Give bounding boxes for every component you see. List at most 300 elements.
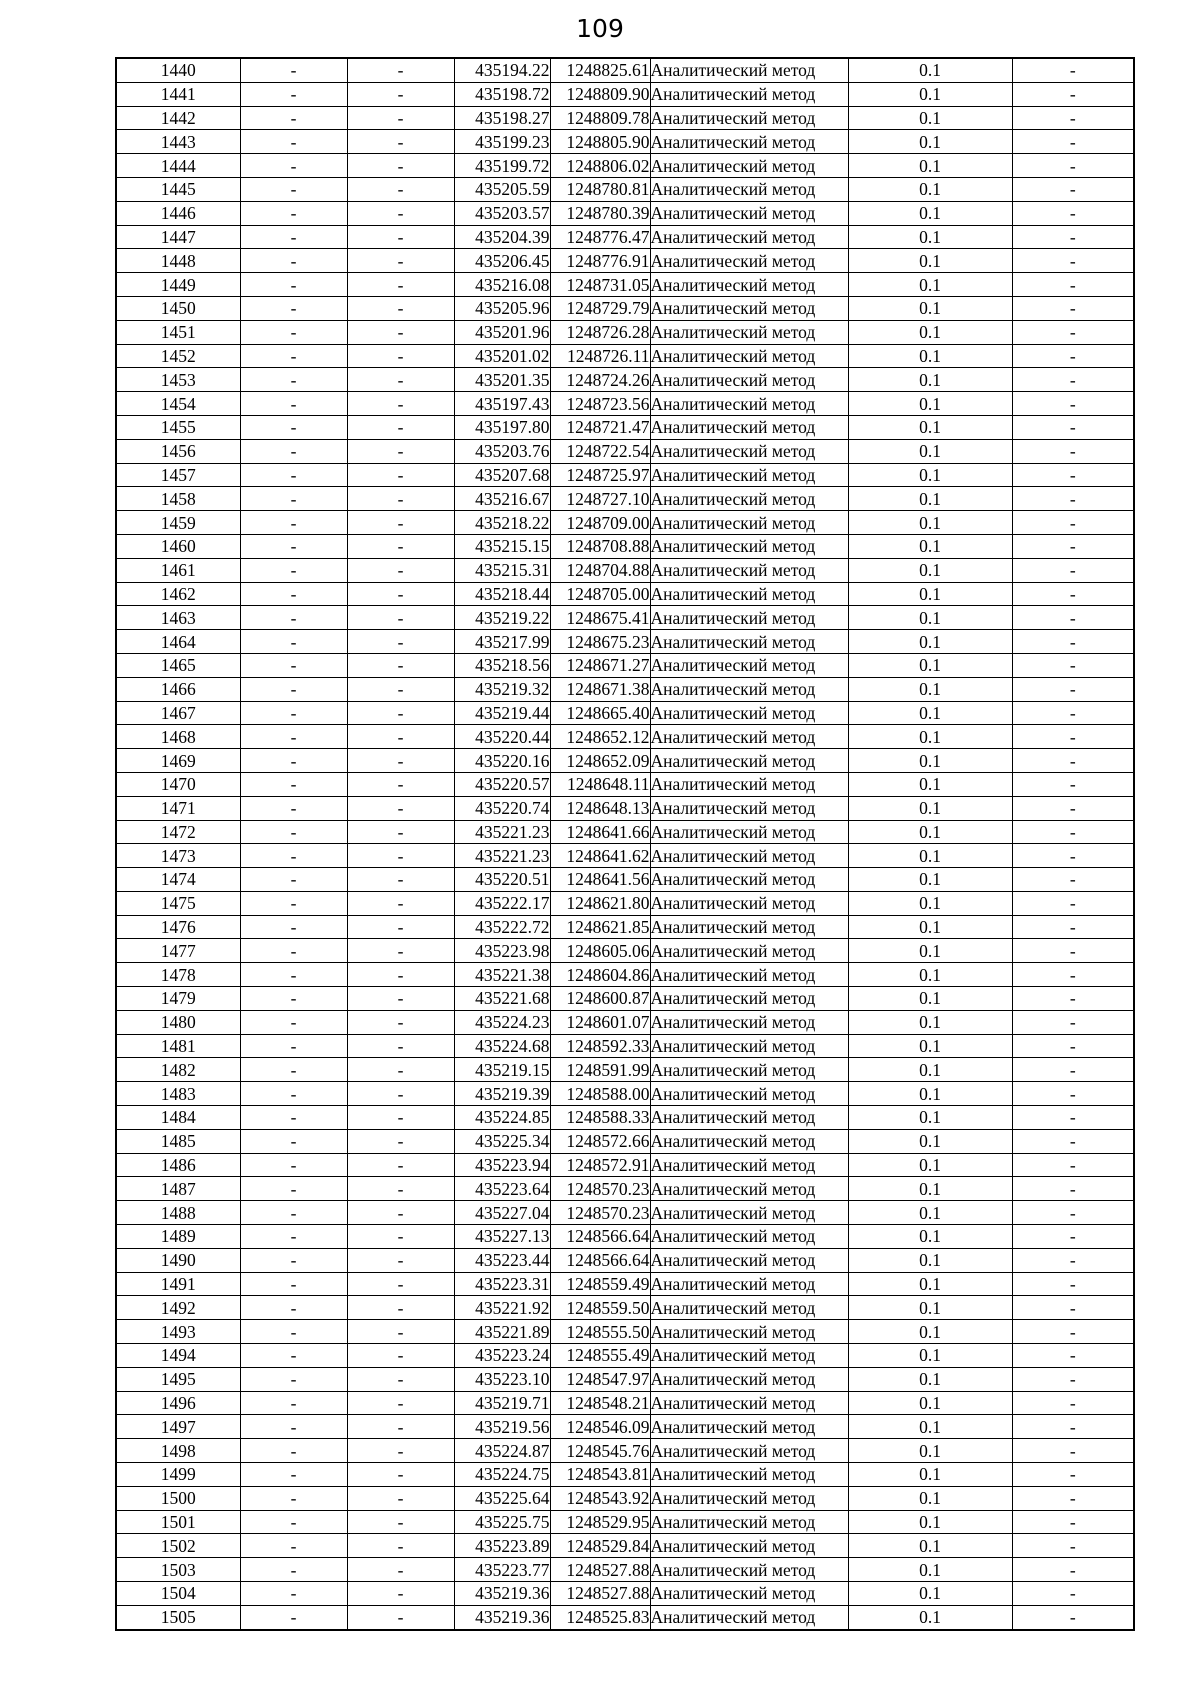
empty-value-cell: - (240, 701, 347, 725)
precision-cell: 0.1 (848, 1129, 1012, 1153)
empty-value-cell: - (240, 963, 347, 987)
y-coordinate-cell: 1248722.54 (550, 439, 650, 463)
point-number-cell: 1456 (116, 439, 240, 463)
table-row (116, 296, 1134, 320)
x-coordinate-cell: 435223.31 (454, 1272, 550, 1296)
x-coordinate-cell: 435205.59 (454, 177, 550, 201)
point-number-cell: 1484 (116, 1106, 240, 1130)
note-cell: - (1012, 1510, 1134, 1534)
method-cell: Аналитический метод (650, 725, 848, 749)
note-cell: - (1012, 987, 1134, 1011)
empty-value-cell: - (240, 177, 347, 201)
empty-value-cell: - (240, 249, 347, 273)
table-row (116, 439, 1134, 463)
note-cell: - (1012, 225, 1134, 249)
precision-cell: 0.1 (848, 1558, 1012, 1582)
note-cell: - (1012, 606, 1134, 630)
point-number-cell: 1498 (116, 1439, 240, 1463)
x-coordinate-cell: 435203.76 (454, 439, 550, 463)
table-row (116, 915, 1134, 939)
point-number-cell: 1459 (116, 511, 240, 535)
y-coordinate-cell: 1248570.23 (550, 1201, 650, 1225)
note-cell: - (1012, 915, 1134, 939)
precision-cell: 0.1 (848, 1510, 1012, 1534)
table-row (116, 1558, 1134, 1582)
x-coordinate-cell: 435218.56 (454, 653, 550, 677)
method-cell: Аналитический метод (650, 463, 848, 487)
y-coordinate-cell: 1248665.40 (550, 701, 650, 725)
empty-value-cell: - (347, 1058, 454, 1082)
method-cell: Аналитический метод (650, 1177, 848, 1201)
empty-value-cell: - (347, 1177, 454, 1201)
precision-cell: 0.1 (848, 653, 1012, 677)
table-row (116, 939, 1134, 963)
table-row (116, 1082, 1134, 1106)
note-cell: - (1012, 1177, 1134, 1201)
table-row (116, 582, 1134, 606)
table-row (116, 558, 1134, 582)
y-coordinate-cell: 1248555.49 (550, 1344, 650, 1368)
empty-value-cell: - (347, 606, 454, 630)
x-coordinate-cell: 435222.17 (454, 891, 550, 915)
y-coordinate-cell: 1248588.00 (550, 1082, 650, 1106)
table-row (116, 273, 1134, 297)
y-coordinate-cell: 1248588.33 (550, 1106, 650, 1130)
point-number-cell: 1467 (116, 701, 240, 725)
method-cell: Аналитический метод (650, 1463, 848, 1487)
empty-value-cell: - (240, 1391, 347, 1415)
point-number-cell: 1477 (116, 939, 240, 963)
method-cell: Аналитический метод (650, 1248, 848, 1272)
empty-value-cell: - (347, 1296, 454, 1320)
y-coordinate-cell: 1248566.64 (550, 1248, 650, 1272)
empty-value-cell: - (347, 820, 454, 844)
y-coordinate-cell: 1248729.79 (550, 296, 650, 320)
x-coordinate-cell: 435221.38 (454, 963, 550, 987)
empty-value-cell: - (240, 582, 347, 606)
empty-value-cell: - (347, 439, 454, 463)
empty-value-cell: - (347, 1534, 454, 1558)
table-row (116, 1225, 1134, 1249)
x-coordinate-cell: 435216.67 (454, 487, 550, 511)
empty-value-cell: - (347, 296, 454, 320)
y-coordinate-cell: 1248780.39 (550, 201, 650, 225)
precision-cell: 0.1 (848, 439, 1012, 463)
note-cell: - (1012, 891, 1134, 915)
table-row (116, 1320, 1134, 1344)
method-cell: Аналитический метод (650, 249, 848, 273)
precision-cell: 0.1 (848, 1344, 1012, 1368)
point-number-cell: 1496 (116, 1391, 240, 1415)
note-cell: - (1012, 154, 1134, 178)
table-row (116, 1367, 1134, 1391)
x-coordinate-cell: 435199.23 (454, 130, 550, 154)
x-coordinate-cell: 435215.15 (454, 534, 550, 558)
empty-value-cell: - (347, 653, 454, 677)
y-coordinate-cell: 1248825.61 (550, 58, 650, 82)
table-row (116, 225, 1134, 249)
method-cell: Аналитический метод (650, 915, 848, 939)
precision-cell: 0.1 (848, 1010, 1012, 1034)
note-cell: - (1012, 534, 1134, 558)
empty-value-cell: - (240, 487, 347, 511)
note-cell: - (1012, 415, 1134, 439)
note-cell: - (1012, 487, 1134, 511)
precision-cell: 0.1 (848, 1296, 1012, 1320)
empty-value-cell: - (347, 1129, 454, 1153)
precision-cell: 0.1 (848, 558, 1012, 582)
note-cell: - (1012, 1439, 1134, 1463)
point-number-cell: 1466 (116, 677, 240, 701)
x-coordinate-cell: 435227.13 (454, 1225, 550, 1249)
note-cell: - (1012, 677, 1134, 701)
x-coordinate-cell: 435223.24 (454, 1344, 550, 1368)
note-cell: - (1012, 1201, 1134, 1225)
empty-value-cell: - (240, 201, 347, 225)
x-coordinate-cell: 435218.22 (454, 511, 550, 535)
table-row (116, 249, 1134, 273)
x-coordinate-cell: 435215.31 (454, 558, 550, 582)
point-number-cell: 1500 (116, 1486, 240, 1510)
y-coordinate-cell: 1248708.88 (550, 534, 650, 558)
point-number-cell: 1495 (116, 1367, 240, 1391)
empty-value-cell: - (240, 415, 347, 439)
method-cell: Аналитический метод (650, 344, 848, 368)
note-cell: - (1012, 749, 1134, 773)
table-row (116, 154, 1134, 178)
precision-cell: 0.1 (848, 796, 1012, 820)
x-coordinate-cell: 435218.44 (454, 582, 550, 606)
empty-value-cell: - (240, 1582, 347, 1606)
y-coordinate-cell: 1248671.38 (550, 677, 650, 701)
y-coordinate-cell: 1248543.81 (550, 1463, 650, 1487)
y-coordinate-cell: 1248675.23 (550, 630, 650, 654)
table-row (116, 1153, 1134, 1177)
method-cell: Аналитический метод (650, 1344, 848, 1368)
note-cell: - (1012, 392, 1134, 416)
x-coordinate-cell: 435205.96 (454, 296, 550, 320)
empty-value-cell: - (240, 725, 347, 749)
note-cell: - (1012, 1010, 1134, 1034)
point-number-cell: 1449 (116, 273, 240, 297)
point-number-cell: 1452 (116, 344, 240, 368)
x-coordinate-cell: 435223.94 (454, 1153, 550, 1177)
note-cell: - (1012, 630, 1134, 654)
empty-value-cell: - (240, 296, 347, 320)
y-coordinate-cell: 1248600.87 (550, 987, 650, 1011)
table-row (116, 463, 1134, 487)
point-number-cell: 1493 (116, 1320, 240, 1344)
precision-cell: 0.1 (848, 249, 1012, 273)
x-coordinate-cell: 435219.44 (454, 701, 550, 725)
point-number-cell: 1478 (116, 963, 240, 987)
empty-value-cell: - (240, 558, 347, 582)
table-row (116, 1177, 1134, 1201)
point-number-cell: 1440 (116, 58, 240, 82)
note-cell: - (1012, 868, 1134, 892)
empty-value-cell: - (240, 772, 347, 796)
method-cell: Аналитический метод (650, 677, 848, 701)
empty-value-cell: - (240, 1463, 347, 1487)
precision-cell: 0.1 (848, 1153, 1012, 1177)
point-number-cell: 1505 (116, 1605, 240, 1629)
x-coordinate-cell: 435197.43 (454, 392, 550, 416)
table-row (116, 677, 1134, 701)
empty-value-cell: - (240, 106, 347, 130)
x-coordinate-cell: 435216.08 (454, 273, 550, 297)
empty-value-cell: - (240, 1415, 347, 1439)
precision-cell: 0.1 (848, 320, 1012, 344)
note-cell: - (1012, 1605, 1134, 1629)
method-cell: Аналитический метод (650, 273, 848, 297)
y-coordinate-cell: 1248605.06 (550, 939, 650, 963)
y-coordinate-cell: 1248621.85 (550, 915, 650, 939)
note-cell: - (1012, 844, 1134, 868)
empty-value-cell: - (240, 82, 347, 106)
precision-cell: 0.1 (848, 1582, 1012, 1606)
method-cell: Аналитический метод (650, 1272, 848, 1296)
y-coordinate-cell: 1248525.83 (550, 1605, 650, 1629)
table-row (116, 1248, 1134, 1272)
empty-value-cell: - (347, 1248, 454, 1272)
table-body (116, 58, 1134, 1630)
x-coordinate-cell: 435219.71 (454, 1391, 550, 1415)
x-coordinate-cell: 435221.23 (454, 844, 550, 868)
x-coordinate-cell: 435224.68 (454, 1034, 550, 1058)
y-coordinate-cell: 1248572.66 (550, 1129, 650, 1153)
note-cell: - (1012, 1367, 1134, 1391)
precision-cell: 0.1 (848, 534, 1012, 558)
coordinates-table (115, 57, 1135, 1631)
empty-value-cell: - (240, 320, 347, 344)
point-number-cell: 1442 (116, 106, 240, 130)
y-coordinate-cell: 1248527.88 (550, 1582, 650, 1606)
table-row (116, 534, 1134, 558)
note-cell: - (1012, 1272, 1134, 1296)
empty-value-cell: - (347, 1106, 454, 1130)
precision-cell: 0.1 (848, 606, 1012, 630)
x-coordinate-cell: 435224.87 (454, 1439, 550, 1463)
x-coordinate-cell: 435220.74 (454, 796, 550, 820)
x-coordinate-cell: 435221.68 (454, 987, 550, 1011)
y-coordinate-cell: 1248648.11 (550, 772, 650, 796)
precision-cell: 0.1 (848, 177, 1012, 201)
method-cell: Аналитический метод (650, 844, 848, 868)
empty-value-cell: - (240, 534, 347, 558)
x-coordinate-cell: 435201.96 (454, 320, 550, 344)
note-cell: - (1012, 1034, 1134, 1058)
empty-value-cell: - (240, 820, 347, 844)
method-cell: Аналитический метод (650, 1129, 848, 1153)
method-cell: Аналитический метод (650, 1320, 848, 1344)
page-number: 109 (576, 14, 624, 43)
x-coordinate-cell: 435223.89 (454, 1534, 550, 1558)
empty-value-cell: - (240, 1129, 347, 1153)
precision-cell: 0.1 (848, 749, 1012, 773)
empty-value-cell: - (240, 987, 347, 1011)
point-number-cell: 1482 (116, 1058, 240, 1082)
precision-cell: 0.1 (848, 1034, 1012, 1058)
precision-cell: 0.1 (848, 415, 1012, 439)
empty-value-cell: - (347, 1415, 454, 1439)
empty-value-cell: - (240, 939, 347, 963)
empty-value-cell: - (347, 1367, 454, 1391)
table-row (116, 1534, 1134, 1558)
note-cell: - (1012, 106, 1134, 130)
x-coordinate-cell: 435221.92 (454, 1296, 550, 1320)
empty-value-cell: - (347, 82, 454, 106)
method-cell: Аналитический метод (650, 1582, 848, 1606)
point-number-cell: 1462 (116, 582, 240, 606)
table-row (116, 820, 1134, 844)
empty-value-cell: - (347, 106, 454, 130)
note-cell: - (1012, 439, 1134, 463)
point-number-cell: 1494 (116, 1344, 240, 1368)
x-coordinate-cell: 435221.23 (454, 820, 550, 844)
empty-value-cell: - (347, 987, 454, 1011)
table-row (116, 1415, 1134, 1439)
x-coordinate-cell: 435199.72 (454, 154, 550, 178)
point-number-cell: 1441 (116, 82, 240, 106)
y-coordinate-cell: 1248604.86 (550, 963, 650, 987)
point-number-cell: 1483 (116, 1082, 240, 1106)
precision-cell: 0.1 (848, 1106, 1012, 1130)
empty-value-cell: - (347, 511, 454, 535)
precision-cell: 0.1 (848, 915, 1012, 939)
method-cell: Аналитический метод (650, 154, 848, 178)
y-coordinate-cell: 1248726.11 (550, 344, 650, 368)
point-number-cell: 1489 (116, 1225, 240, 1249)
point-number-cell: 1457 (116, 463, 240, 487)
empty-value-cell: - (347, 273, 454, 297)
table-row (116, 415, 1134, 439)
y-coordinate-cell: 1248559.49 (550, 1272, 650, 1296)
table-row (116, 987, 1134, 1011)
empty-value-cell: - (240, 1177, 347, 1201)
empty-value-cell: - (347, 558, 454, 582)
table-row (116, 130, 1134, 154)
empty-value-cell: - (347, 796, 454, 820)
empty-value-cell: - (347, 582, 454, 606)
note-cell: - (1012, 1534, 1134, 1558)
precision-cell: 0.1 (848, 844, 1012, 868)
y-coordinate-cell: 1248675.41 (550, 606, 650, 630)
point-number-cell: 1444 (116, 154, 240, 178)
point-number-cell: 1461 (116, 558, 240, 582)
precision-cell: 0.1 (848, 130, 1012, 154)
point-number-cell: 1499 (116, 1463, 240, 1487)
y-coordinate-cell: 1248726.28 (550, 320, 650, 344)
precision-cell: 0.1 (848, 368, 1012, 392)
point-number-cell: 1447 (116, 225, 240, 249)
point-number-cell: 1464 (116, 630, 240, 654)
precision-cell: 0.1 (848, 772, 1012, 796)
point-number-cell: 1492 (116, 1296, 240, 1320)
method-cell: Аналитический метод (650, 106, 848, 130)
y-coordinate-cell: 1248648.13 (550, 796, 650, 820)
method-cell: Аналитический метод (650, 1367, 848, 1391)
x-coordinate-cell: 435225.64 (454, 1486, 550, 1510)
x-coordinate-cell: 435225.34 (454, 1129, 550, 1153)
precision-cell: 0.1 (848, 939, 1012, 963)
precision-cell: 0.1 (848, 1605, 1012, 1629)
table-row (116, 1272, 1134, 1296)
point-number-cell: 1504 (116, 1582, 240, 1606)
x-coordinate-cell: 435219.32 (454, 677, 550, 701)
table-row (116, 749, 1134, 773)
empty-value-cell: - (347, 939, 454, 963)
precision-cell: 0.1 (848, 1201, 1012, 1225)
y-coordinate-cell: 1248601.07 (550, 1010, 650, 1034)
empty-value-cell: - (347, 487, 454, 511)
empty-value-cell: - (240, 630, 347, 654)
x-coordinate-cell: 435223.98 (454, 939, 550, 963)
y-coordinate-cell: 1248591.99 (550, 1058, 650, 1082)
x-coordinate-cell: 435227.04 (454, 1201, 550, 1225)
empty-value-cell: - (347, 1320, 454, 1344)
empty-value-cell: - (347, 534, 454, 558)
method-cell: Аналитический метод (650, 1391, 848, 1415)
precision-cell: 0.1 (848, 511, 1012, 535)
empty-value-cell: - (347, 344, 454, 368)
empty-value-cell: - (240, 844, 347, 868)
precision-cell: 0.1 (848, 987, 1012, 1011)
y-coordinate-cell: 1248671.27 (550, 653, 650, 677)
method-cell: Аналитический метод (650, 487, 848, 511)
empty-value-cell: - (240, 1058, 347, 1082)
empty-value-cell: - (240, 749, 347, 773)
empty-value-cell: - (240, 1344, 347, 1368)
x-coordinate-cell: 435219.36 (454, 1605, 550, 1629)
note-cell: - (1012, 820, 1134, 844)
y-coordinate-cell: 1248543.92 (550, 1486, 650, 1510)
x-coordinate-cell: 435217.99 (454, 630, 550, 654)
precision-cell: 0.1 (848, 1225, 1012, 1249)
note-cell: - (1012, 177, 1134, 201)
empty-value-cell: - (240, 606, 347, 630)
point-number-cell: 1488 (116, 1201, 240, 1225)
point-number-cell: 1486 (116, 1153, 240, 1177)
x-coordinate-cell: 435224.85 (454, 1106, 550, 1130)
empty-value-cell: - (347, 725, 454, 749)
empty-value-cell: - (347, 701, 454, 725)
note-cell: - (1012, 1344, 1134, 1368)
method-cell: Аналитический метод (650, 1415, 848, 1439)
table-row (116, 487, 1134, 511)
empty-value-cell: - (240, 58, 347, 82)
y-coordinate-cell: 1248547.97 (550, 1367, 650, 1391)
point-number-cell: 1481 (116, 1034, 240, 1058)
method-cell: Аналитический метод (650, 511, 848, 535)
x-coordinate-cell: 435220.57 (454, 772, 550, 796)
precision-cell: 0.1 (848, 1248, 1012, 1272)
point-number-cell: 1473 (116, 844, 240, 868)
y-coordinate-cell: 1248705.00 (550, 582, 650, 606)
empty-value-cell: - (240, 1153, 347, 1177)
empty-value-cell: - (240, 463, 347, 487)
empty-value-cell: - (240, 1034, 347, 1058)
method-cell: Аналитический метод (650, 1225, 848, 1249)
empty-value-cell: - (240, 1439, 347, 1463)
precision-cell: 0.1 (848, 58, 1012, 82)
x-coordinate-cell: 435222.72 (454, 915, 550, 939)
x-coordinate-cell: 435223.44 (454, 1248, 550, 1272)
y-coordinate-cell: 1248641.66 (550, 820, 650, 844)
method-cell: Аналитический метод (650, 772, 848, 796)
table-row (116, 511, 1134, 535)
empty-value-cell: - (240, 1201, 347, 1225)
point-number-cell: 1451 (116, 320, 240, 344)
